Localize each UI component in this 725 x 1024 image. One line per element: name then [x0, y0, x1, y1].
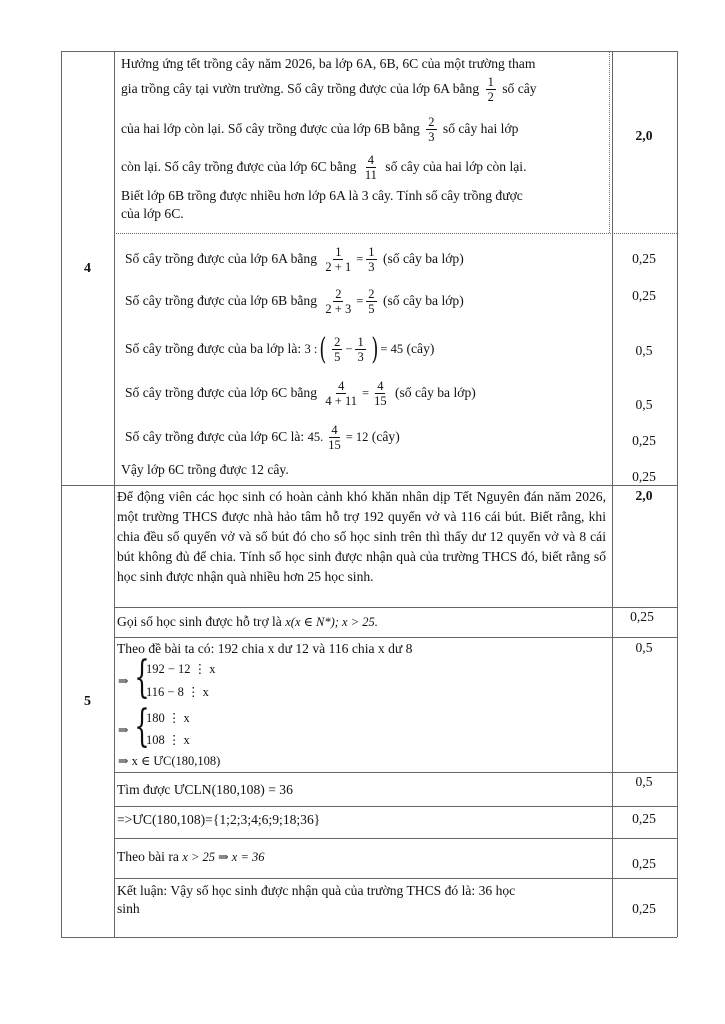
- q5-r2-arrow-2: ⇒: [118, 723, 129, 737]
- table-border-bottom: [61, 937, 677, 938]
- table-border-col1: [114, 51, 115, 937]
- table-border-left: [61, 51, 62, 937]
- q4-problem-line2: gia trồng cây tại vườn trường. Số cây trồng được của lớp 6A bằng $\frac{1}{2}$ số cây: [121, 75, 537, 105]
- q5-r4-divider: [114, 838, 677, 839]
- q5-r3-divider: [114, 806, 677, 807]
- q5-r2-sys1b: 116 − 8 ⋮ x: [146, 685, 209, 699]
- table-border-top: [61, 51, 677, 52]
- q5-r2-sys1a: 192 − 12 ⋮ x: [146, 662, 216, 676]
- q5-problem-text: Để động viên các học sinh có hoàn cảnh khó khăn nhân dịp Tết Nguyên đán năm 2026, một trường THCS được nhà hảo tâm hỗ trợ 192 quyển vở và 116 cái bút. Biết rằng, khi chia đều số quyển vở và số bút đó cho số học sinh trên thì thấy dư 12 quyển vở và 8 cái bút không đủ để chia. Tính số học sinh được nhận quà của trường THCS đó, biết rằng số học sinh được nhận quà nhiều hơn 25 học sinh.: [117, 489, 606, 584]
- q4-sol-points-5: 0,25: [632, 433, 656, 448]
- table-border-right: [677, 51, 678, 937]
- table-border-col2: [612, 51, 613, 937]
- q4-number: 4: [84, 261, 91, 276]
- q5-r2-sys2b: 108 ⋮ x: [146, 733, 190, 747]
- q5-r3-text: Tìm được ƯCLN(180,108) = 36: [117, 782, 293, 797]
- q4-sol-line1: Số cây trồng được của lớp 6A bằng $\frac{1}{2 + 1}$ = $\frac{1}{3}$ (số cây ba lớp): [125, 245, 464, 275]
- q5-r2-points: 0,5: [635, 640, 653, 655]
- q5-r5-divider: [114, 878, 677, 879]
- q5-r4-text: =>ƯC(180,108)={1;2;3;4;6;9;18;36}: [117, 812, 321, 827]
- q5-r5-points: 0,25: [632, 856, 656, 871]
- q5-r4-points: 0,25: [632, 811, 656, 826]
- q4-sol-line5: Số cây trồng được của lớp 6C là: 45. $\frac{4}{15}$ = 12 (cây): [125, 423, 400, 453]
- q4-q5-divider: [61, 485, 677, 486]
- q4-sol-line3: Số cây trồng được của ba lớp là: 3 :( $\frac{2}{5}$ − $\frac{1}{3}$ ) = 45 (cây): [125, 331, 435, 367]
- table-border-inner-dotted: [609, 51, 610, 233]
- q4-problem-line5: Biết lớp 6B trồng được nhiều hơn lớp 6A là 3 cây. Tính số cây trồng được: [121, 188, 523, 203]
- q4-frac-4-11: $\frac{4}{11}$: [364, 153, 377, 183]
- q5-r6-line1: Kết luận: Vậy số học sinh được nhận quà của trường THCS đó là: 36 học: [117, 883, 516, 898]
- q4-problem-line3: của hai lớp còn lại. Số cây trồng được của lớp 6B bằng $\frac{2}{3}$ số cây hai lớp: [121, 115, 519, 145]
- q5-r2-last: ⇒ x ∈ ƯC(180,108): [118, 754, 221, 768]
- q5-r1-divider: [114, 637, 677, 638]
- q4-problem-line6: của lớp 6C.: [121, 206, 184, 221]
- q5-number: 5: [84, 694, 91, 709]
- q5-r2-arrow-1: ⇒: [118, 674, 129, 688]
- q4-sol-points-1: 0,25: [632, 251, 656, 266]
- q5-r2-brace-2: {: [134, 701, 150, 752]
- q4-sol-points-6: 0,25: [632, 469, 656, 484]
- q5-r3-points: 0,5: [635, 774, 653, 789]
- q4-frac-1-2: $\frac{1}{2}$: [487, 75, 494, 105]
- q5-r6-points: 0,25: [632, 901, 656, 916]
- q5-r5-text: Theo bài ra x > 25 ⇒ x = 36: [117, 849, 265, 864]
- q5-problem-points: 2,0: [635, 488, 653, 503]
- q4-problem-divider: [114, 233, 677, 234]
- q4-sol-points-4: 0,5: [635, 397, 653, 412]
- q4-frac-2-3: $\frac{2}{3}$: [428, 115, 435, 145]
- q4-problem-line4: còn lại. Số cây trồng được của lớp 6C bằng $\frac{4}{11}$ số cây của hai lớp còn lại.: [121, 153, 527, 183]
- q4-sol-points-3: 0,5: [635, 343, 653, 358]
- q4-problem-line1: Hưởng ứng tết trồng cây năm 2026, ba lớp 6A, 6B, 6C của một trường tham: [121, 56, 536, 71]
- q4-sol-points-2: 0,25: [632, 288, 656, 303]
- q5-r1-text: Gọi số học sinh được hỗ trợ là x(x ∈ N*); x > 25.: [117, 614, 378, 629]
- q5-problem-divider: [114, 607, 677, 608]
- q4-sol-line2: Số cây trồng được của lớp 6B bằng $\frac{2}{2 + 3}$ = $\frac{2}{5}$ (số cây ba lớp): [125, 287, 464, 317]
- q5-r1-points: 0,25: [630, 609, 654, 624]
- q4-sol-line6: Vậy lớp 6C trồng được 12 cây.: [121, 462, 289, 477]
- q5-r2-sys2a: 180 ⋮ x: [146, 711, 190, 725]
- q5-r2-brace-1: {: [134, 652, 150, 703]
- q5-r6-line2: sinh: [117, 901, 140, 916]
- q5-r2-line1: Theo đề bài ta có: 192 chia x dư 12 và 116 chia x dư 8: [117, 641, 413, 656]
- q4-problem-points: 2,0: [635, 128, 653, 143]
- q4-sol-line4: Số cây trồng được của lớp 6C bằng $\frac{4}{4 + 11}$ = $\frac{4}{15}$ (số cây ba lớp): [125, 379, 476, 409]
- q5-r2-divider: [114, 772, 677, 773]
